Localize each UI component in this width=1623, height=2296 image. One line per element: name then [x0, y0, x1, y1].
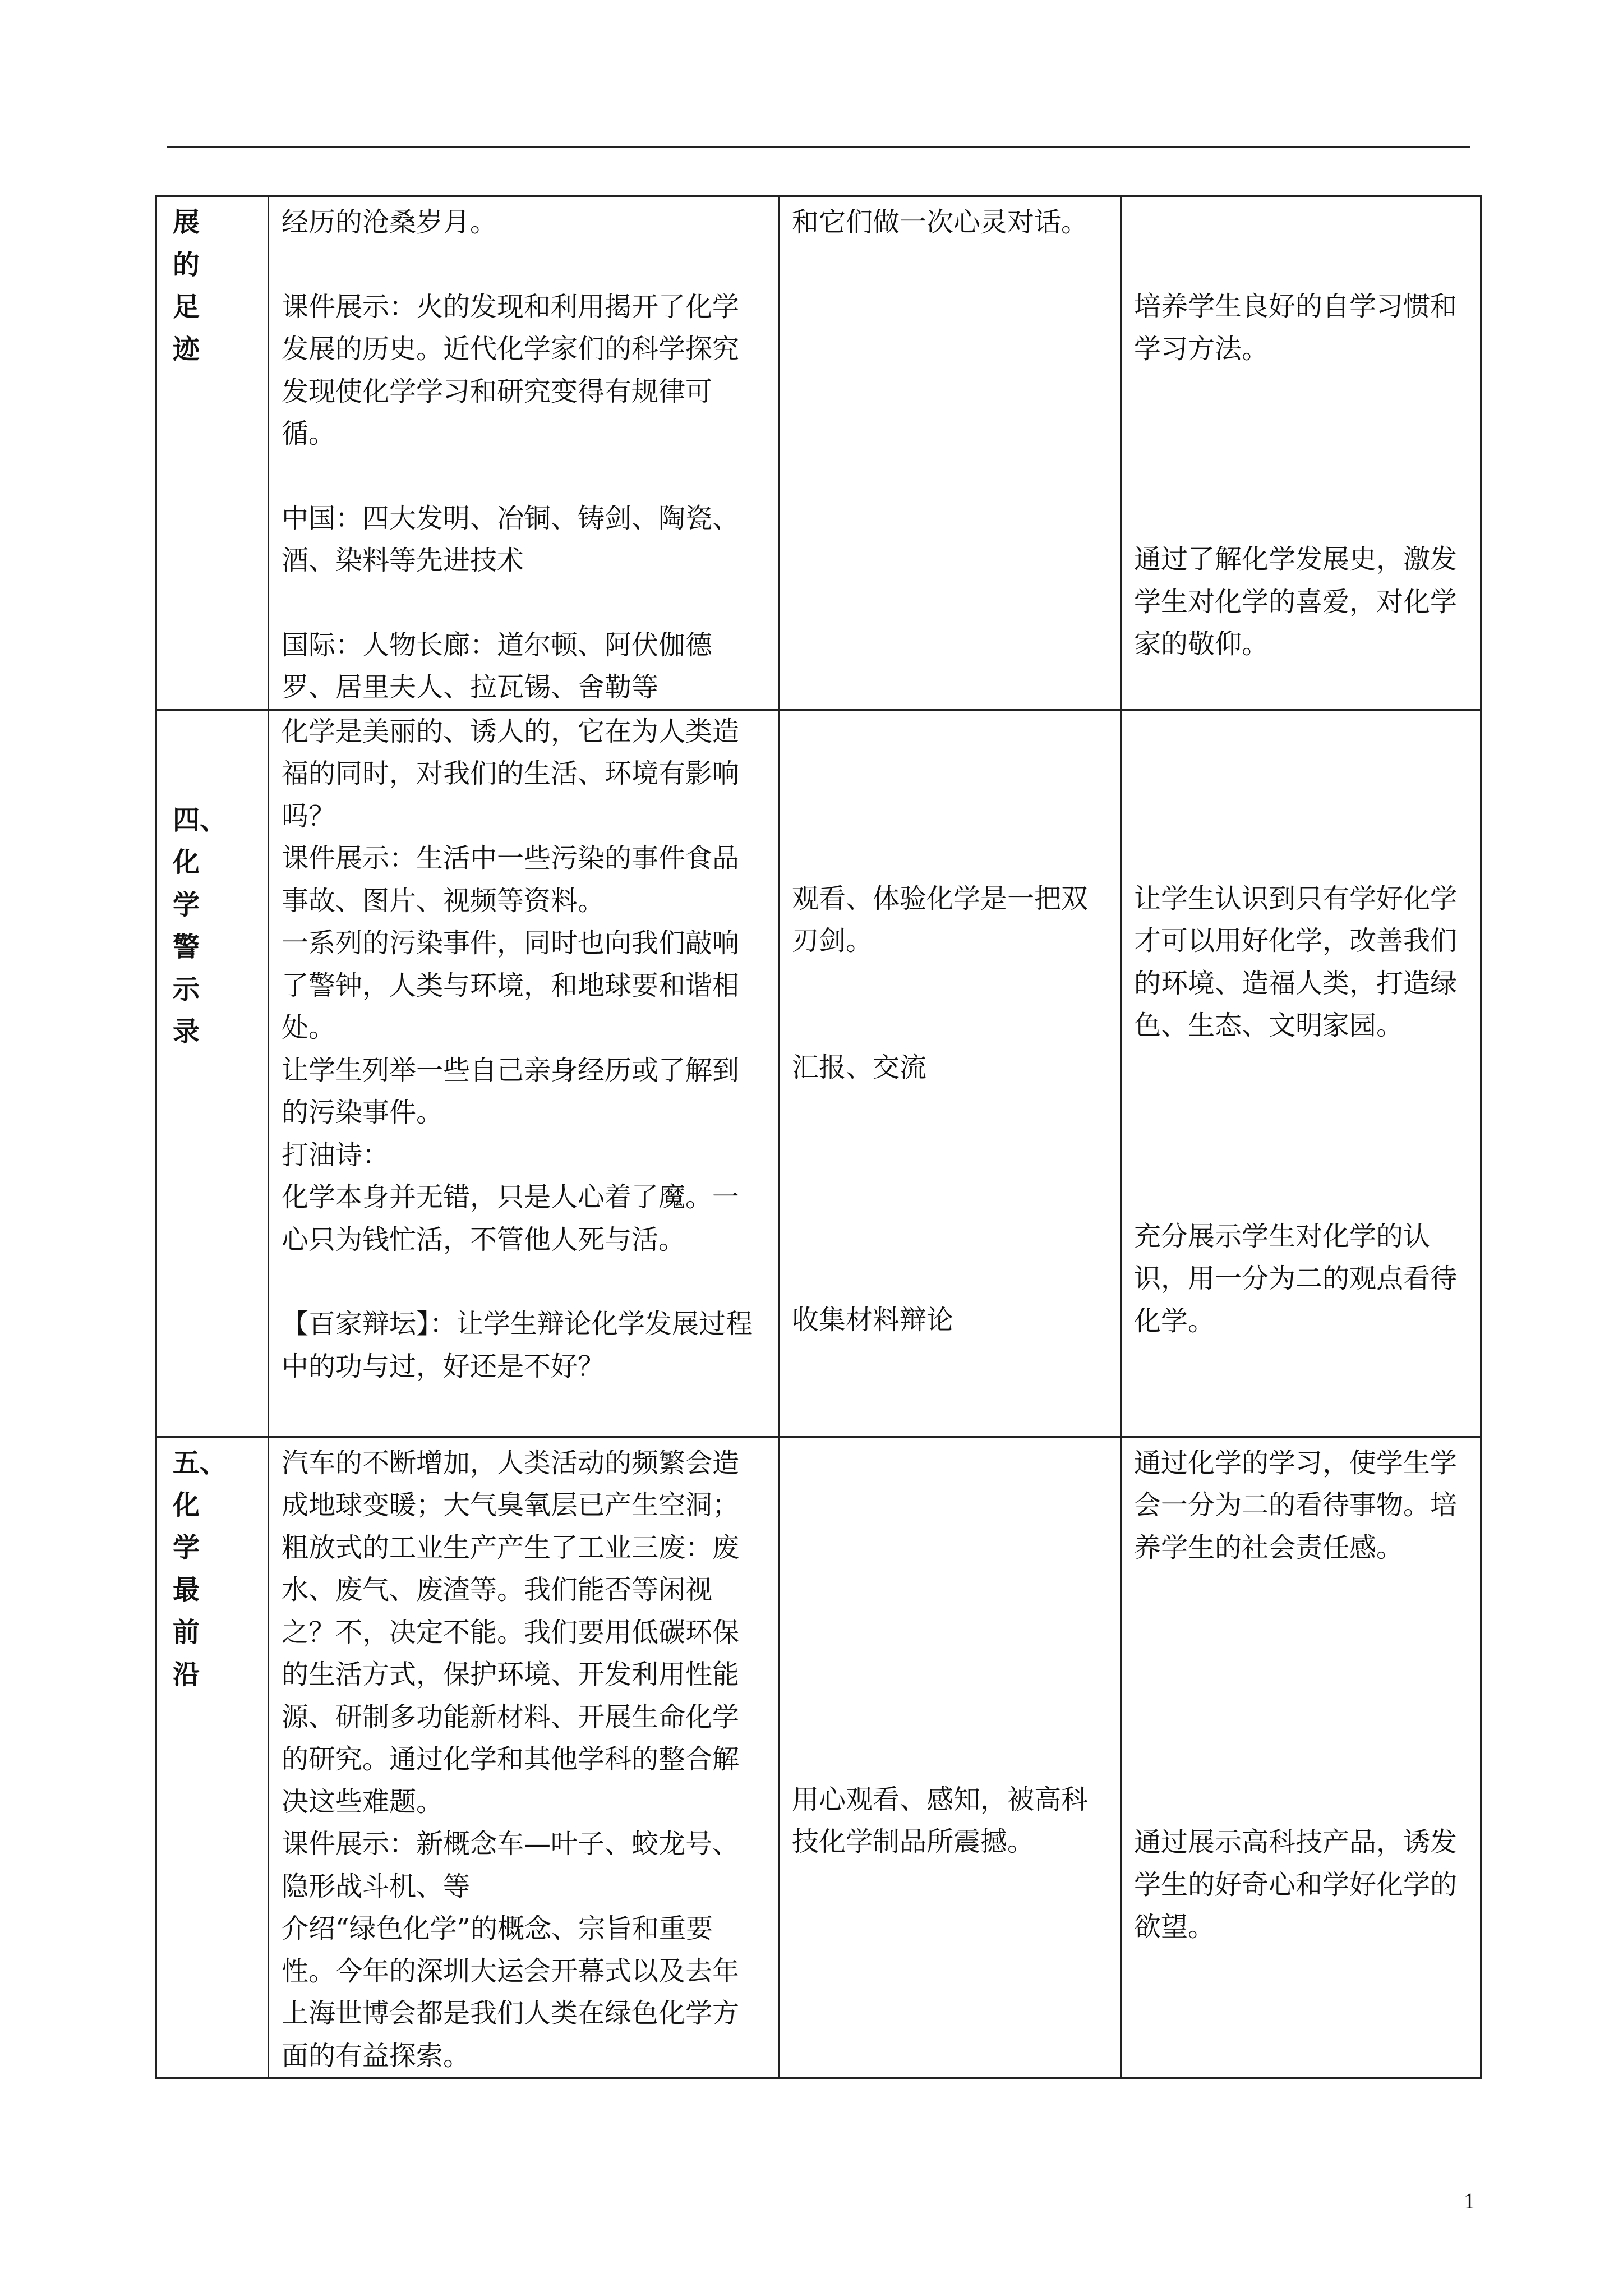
content-paragraph: 化学是美丽的、诱人的，它在为人类造福的同时，对我们的生活、环境有影响吗？: [282, 715, 740, 832]
table-row: [156, 1437, 1481, 2078]
content-paragraph: 课件展示：生活中一些污染的事件食品事故、图片、视频等资料。: [282, 843, 740, 917]
page-number: 1: [1464, 2188, 1475, 2214]
stage-cell: [156, 710, 269, 1437]
purpose-text: 培养学生良好的自学习惯和学习方法。: [1134, 291, 1458, 365]
stage-char: 警: [173, 931, 200, 963]
student-activity-text: 汇报、交流: [792, 1051, 927, 1083]
content-paragraph: 汽车的不断增加，人类活动的频繁会造成地球变暖；大气臭氧层已产生空洞；粗放式的工业生产产生了工业三废：废水、废气、废渣等。我们能否等闲视之？不，决定不能。我们要用低碳环保的生活方式，保护环境、开发利用性能源、研制多功能新材料、开展生命化学的研究。通过化学和其他学科的整合解决这些难题。: [282, 1447, 740, 1818]
stage-char: 五、: [173, 1447, 227, 1479]
stage-char: 四、: [173, 804, 227, 836]
stage-char: 足: [173, 291, 200, 323]
content-paragraph: 国际：人物长廊：道尔顿、阿伏伽德罗、居里夫人、拉瓦锡、舍勒等: [282, 629, 713, 703]
stage-char: 最: [173, 1574, 200, 1605]
design-purpose-cell: [1121, 710, 1481, 1437]
purpose-text: 通过展示高科技产品，诱发学生的好奇心和学好化学的欲望。: [1134, 1826, 1458, 1943]
content-paragraph: 中国：四大发明、冶铜、铸剑、陶瓷、酒、染料等先进技术: [282, 502, 740, 576]
stage-char: 迹: [173, 333, 200, 365]
stage-cell: [156, 196, 269, 710]
header-rule: [167, 146, 1470, 148]
stage-char: 沿: [173, 1659, 200, 1690]
purpose-text: 充分展示学生对化学的认识，用一分为二的观点看待化学。: [1134, 1220, 1458, 1337]
content-paragraph: 课件展示：新概念车—叶子、蛟龙号、隐形战斗机、等: [282, 1828, 740, 1902]
stage-char: 化: [173, 1489, 200, 1521]
stage-char: 化: [173, 846, 200, 878]
content-paragraph: 经历的沧桑岁月。: [282, 206, 497, 238]
design-purpose-cell: [1121, 1437, 1481, 2078]
student-activity-cell: [779, 710, 1121, 1437]
stage-char: 示: [173, 973, 200, 1005]
content-cell: [269, 1437, 779, 2078]
stage-char: 学: [173, 1531, 200, 1563]
stage-char: 展: [173, 206, 200, 238]
student-activity-text: 用心观看、感知，被高科技化学制品所震撼。: [792, 1783, 1089, 1857]
content-cell: [269, 196, 779, 710]
table-row: [156, 710, 1481, 1437]
lesson-plan-table: [155, 195, 1482, 2079]
stage-char: 前: [173, 1616, 200, 1648]
table-row: [156, 196, 1481, 710]
stage-char: 的: [173, 249, 200, 280]
design-purpose-cell: [1121, 196, 1481, 710]
stage-char: 录: [173, 1016, 200, 1047]
content-paragraph: 介绍“绿色化学”的概念、宗旨和重要性。今年的深圳大运会开幕式以及去年上海世博会都是我们人类在绿色化学方面的有益探索。: [282, 1913, 740, 2072]
content-paragraph: 一系列的污染事件，同时也向我们敲响了警钟，人类与环境，和地球要和谐相处。: [282, 927, 740, 1043]
student-activity-text: 观看、体验化学是一把双刃剑。: [792, 882, 1089, 956]
purpose-text: 让学生认识到只有学好化学才可以用好化学，改善我们的环境、造福人类，打造绿色、生态、文明家园。: [1134, 882, 1458, 1041]
purpose-text: 通过了解化学发展史，激发学生对化学的喜爱，对化学家的敬仰。: [1134, 544, 1458, 660]
student-activity-cell: [779, 196, 1121, 710]
student-activity-text: 收集材料辩论: [792, 1304, 954, 1336]
content-cell: [269, 710, 779, 1437]
student-activity-cell: [779, 1437, 1121, 2078]
purpose-text: 通过化学的学习，使学生学会一分为二的看待事物。培养学生的社会责任感。: [1134, 1447, 1458, 1563]
stage-cell: [156, 1437, 269, 2078]
content-paragraph: 让学生列举一些自己亲身经历或了解到的污染事件。: [282, 1054, 740, 1128]
content-paragraph: 化学本身并无错，只是人心着了魔。一心只为钱忙活，不管他人死与活。: [282, 1181, 740, 1255]
content-paragraph: 课件展示：火的发现和利用揭开了化学发展的历史。近代化学家们的科学探究发现使化学学习和研究变得有规律可循。: [282, 291, 740, 449]
content-paragraph: 【百家辩坛】：让学生辩论化学发展过程中的功与过，好还是不好？: [282, 1308, 753, 1382]
content-paragraph: 打油诗：: [282, 1139, 390, 1171]
stage-char: 学: [173, 889, 200, 921]
student-activity-text: 和它们做一次心灵对话。: [792, 206, 1089, 238]
